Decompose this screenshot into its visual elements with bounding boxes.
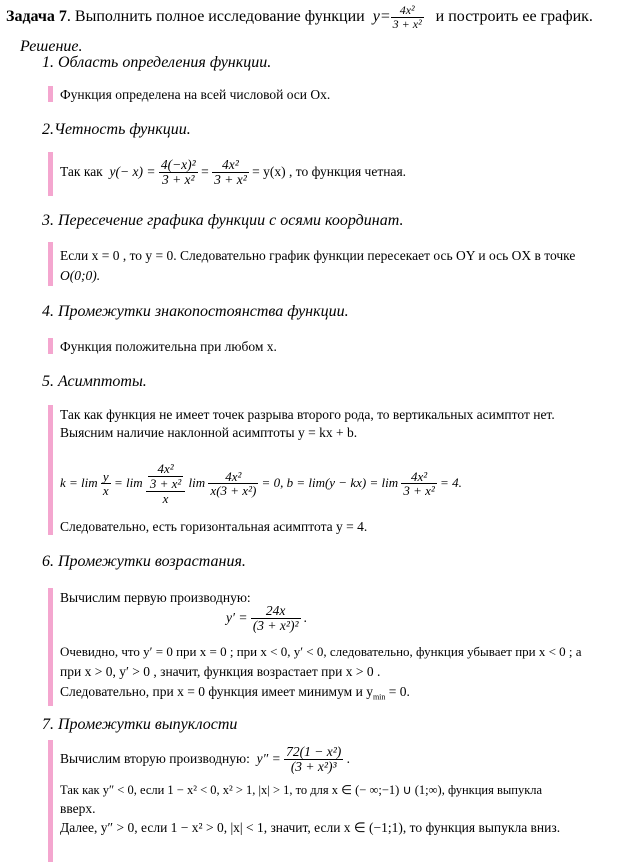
section-6-line-3: при x > 0, y′ > 0 , значит, функция возрастает при x > 0 . <box>60 664 381 679</box>
task-formula: $\frac{\text{4x²}}{\text{3 + x²}}$ <box>392 3 422 31</box>
section-2-frac-1: $\frac{\text{4(−x)²}}{\text{3 + x²}}$ <box>160 157 196 188</box>
section-5-heading: 5. Асимптоты. <box>42 373 147 390</box>
section-6-heading: 6. Промежутки возрастания. <box>42 553 246 570</box>
section-4-text: Функция положительна при любом x. <box>60 339 277 354</box>
section-3-bar <box>48 242 53 286</box>
section-2-bar <box>48 152 53 196</box>
section-3-line-2: O(0;0). <box>60 268 101 283</box>
section-7-line-4: Далее, y″ > 0, если 1 − x² > 0, |x| < 1, значит, если x ∈ (−1;1), то функция выпукла вниз. <box>60 820 561 835</box>
section-5-line-2: Выясним наличие наклонной асимптоты y = kx + b. <box>60 425 358 440</box>
task-number: Задача 7 <box>6 8 67 26</box>
section-1-text: Функция определена на всей числовой оси Ox. <box>60 87 331 102</box>
section-6-bar <box>48 588 53 706</box>
section-7-heading: 7. Промежутки выпуклости <box>42 716 238 733</box>
section-6-derivative: y′ = $\frac{24x}{\text{(3 + x²)²}}$ . <box>226 603 308 634</box>
section-4-heading: 4. Промежутки знакопостоянства функции. <box>42 303 349 320</box>
section-1-heading: 1. Область определения функции. <box>42 54 272 71</box>
section-5-asymptote-formula: k = lim $\frac{y}{x}$ = lim $\frac{\frac{\text{4x²}}{\text{3 + x²}}}{x}$ lim $\frac{\text{4x²}}{\text{x(3 + x²)}}$ = 0, b = lim(y − kx) = lim $\frac{\text{4x²}}{\text{3 + x²}}$ = 4. <box>60 461 462 506</box>
task-tail: и построить ее график. <box>435 8 593 26</box>
section-5-bar <box>48 405 53 535</box>
section-6-line-1: Вычислим первую производную: <box>60 590 251 605</box>
section-2-frac-2: $\frac{\text{4x²}}{\text{3 + x²}}$ <box>214 157 247 188</box>
task-title <box>6 4 593 31</box>
section-3-line-1: Если x = 0 , то y = 0. Следовательно график функции пересекает ось OY и ось OX в точке <box>60 248 576 263</box>
section-5-line-3: Следовательно, есть горизонтальная асимптота y = 4. <box>60 519 368 534</box>
section-7-bar <box>48 740 53 862</box>
task-text: . Выполнить полное исследование функции <box>66 8 365 26</box>
section-6-line-2: Очевидно, что y′ = 0 при x = 0 ; при x < 0, y′ < 0, следовательно, функция убывает при x < 0 ; а <box>60 644 582 659</box>
section-7-line-3: вверх. <box>60 801 96 816</box>
task-formula-y: y= <box>372 8 391 26</box>
section-6-line-4: Следовательно, при x = 0 функция имеет минимум и $y_{min} = 0$. <box>60 684 410 702</box>
section-7-line-1: Вычислим вторую производную: y″ = $\frac{\text{72(1 − x²)}}{\text{(3 + x²)³}}$ . <box>60 744 350 775</box>
section-2-text: Так как y(− x) = $\frac{\text{4(−x)²}}{\text{3 + x²}}$ = $\frac{\text{4x²}}{\text{3 + x²}}$ = y(x) , то функция четная. <box>60 157 407 188</box>
section-4-bar <box>48 338 53 354</box>
section-3-heading: 3. Пересечение графика функции с осями координат. <box>42 212 404 229</box>
section-5-line-1: Так как функция не имеет точек разрыва второго рода, то вертикальных асимптот нет. <box>60 407 555 422</box>
solution-label: Решение. <box>20 38 83 55</box>
section-1-bar <box>48 86 53 102</box>
section-2-heading: 2.Четность функции. <box>42 121 191 138</box>
section-7-line-2: Так как y″ < 0, если 1 − x² < 0, x² > 1, |x| > 1, то для x ∈ (− ∞;−1) ∪ (1;∞), функция выпукла <box>60 783 543 797</box>
